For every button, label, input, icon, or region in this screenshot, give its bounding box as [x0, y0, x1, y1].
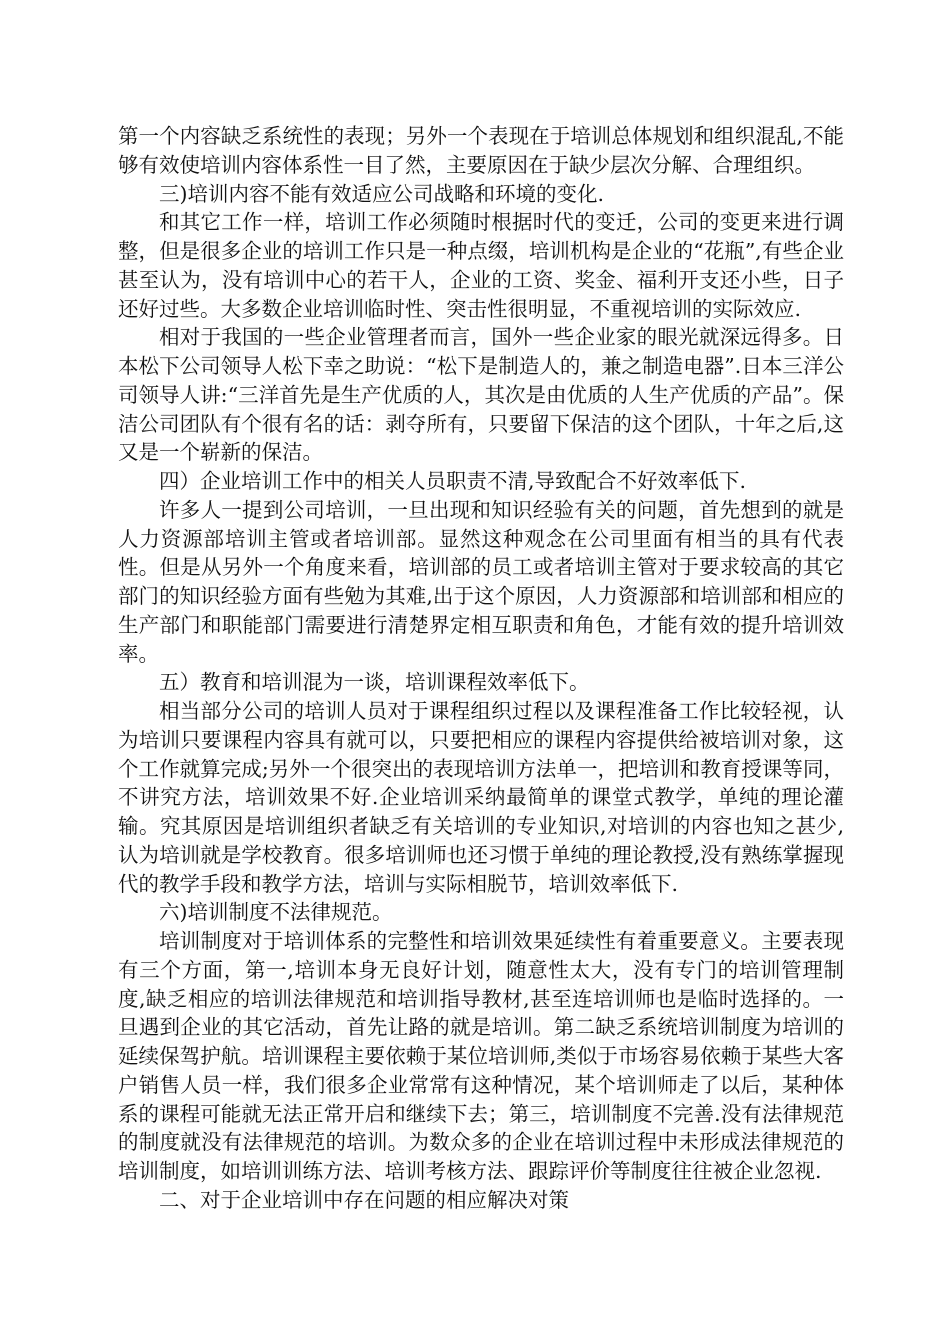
section-heading-3: 三)培训内容不能有效适应公司战略和环境的变化. — [159, 181, 605, 206]
section-heading-4: 四）企业培训工作中的相关人员职责不清,导致配合不好效率低下. — [159, 469, 747, 493]
section-heading-6: 六)培训制度不法律规范。 — [159, 900, 393, 925]
paragraph-foreign-entrepreneurs: 相对于我国的一些企业管理者而言，国外一些企业家的眼光就深远得多。日本松下公司领导人松下幸之助说：“松下是制造人的，兼之制造电器”.日本三洋公司领导人讲:“三洋首先是生产优质的人，其次是由优质的人生产优质的产品”。保洁公司团队有个很有名的话：剥夺所有，只要留下保洁的这个团队，十年之后,这又是一个崭新的保洁。 — [118, 325, 844, 465]
paragraph-training-system: 培训制度对于培训体系的完整性和培训效果延续性有着重要意义。主要表现有三个方面，第一,培训本身无良好计划，随意性太大，没有专门的培训管理制度,缺乏相应的培训法律规范和培训指导教材,甚至连培训师也是临时选择的。一旦遇到企业的其它活动，首先让路的就是培训。第二缺乏系统培训制度为培训的延续保驾护航。培训课程主要依赖于某位培训师,类似于市场容易依赖于某些大客户销售人员一样，我们很多企业常常有这种情况，某个培训师走了以后，某种体系的课程可能就无法正常开启和继续下去；第三，培训制度不完善.没有法律规范的制度就没有法律规范的培训。为数众多的企业在培训过程中未形成法律规范的培训制度，如培训训练方法、培训考核方法、跟踪评价等制度往往被企业忽视. — [118, 929, 844, 1183]
paragraph-responsibilities: 许多人一提到公司培训，一旦出现和知识经验有关的问题，首先想到的就是人力资源部培训主管或者培训部。显然这种观念在公司里面有相当的具有代表性。但是从另外一个角度来看，培训部的员工或者培训主管对于要求较高的其它部门的知识经验方面有些勉为其难,出于这个原因，人力资源部和培训部和相应的生产部门和职能部门需要进行清楚界定相互职责和角色，才能有效的提升培训效率。 — [118, 497, 844, 666]
paragraph-education-vs-training: 相当部分公司的培训人员对于课程组织过程以及课程准备工作比较轻视，认为培训只要课程内容具有就可以，只要把相应的课程内容提供给被培训对象，这个工作就算完成;另外一个很突出的表现培训方法单一，把培训和教育授课等同，不讲究方法，培训效果不好.企业培训采纳最简单的课堂式教学，单纯的理论灌输。究其原因是培训组织者缺乏有关培训的专业知识,对培训的内容也知之甚少,认为培训就是学校教育。很多培训师也还习惯于单纯的理论教授,没有熟练掌握现代的教学手段和教学方法，培训与实际相脱节，培训效率低下. — [118, 699, 844, 896]
section-heading-solutions: 二、对于企业培训中存在问题的相应解决对策 — [159, 1187, 569, 1212]
paragraph-continuation: 第一个内容缺乏系统性的表现；另外一个表现在于培训总体规划和组织混乱,不能够有效使培训内容体系性一目了然，主要原因在于缺少层次分解、合理组织。 — [118, 124, 844, 177]
section-heading-5: 五）教育和培训混为一谈，培训课程效率低下。 — [159, 670, 590, 695]
document-body — [118, 122, 844, 1215]
paragraph-training-adaptation: 和其它工作一样，培训工作必须随时根据时代的变迁，公司的变更来进行调整，但是很多企业的培训工作只是一种点缀，培训机构是企业的“花瓶”,有些企业甚至认为，没有培训中心的若干人，企业的工资、奖金、福利开支还小些，日子还好过些。大多数企业培训临时性、突击性很明显，不重视培训的实际效应. — [118, 210, 844, 321]
